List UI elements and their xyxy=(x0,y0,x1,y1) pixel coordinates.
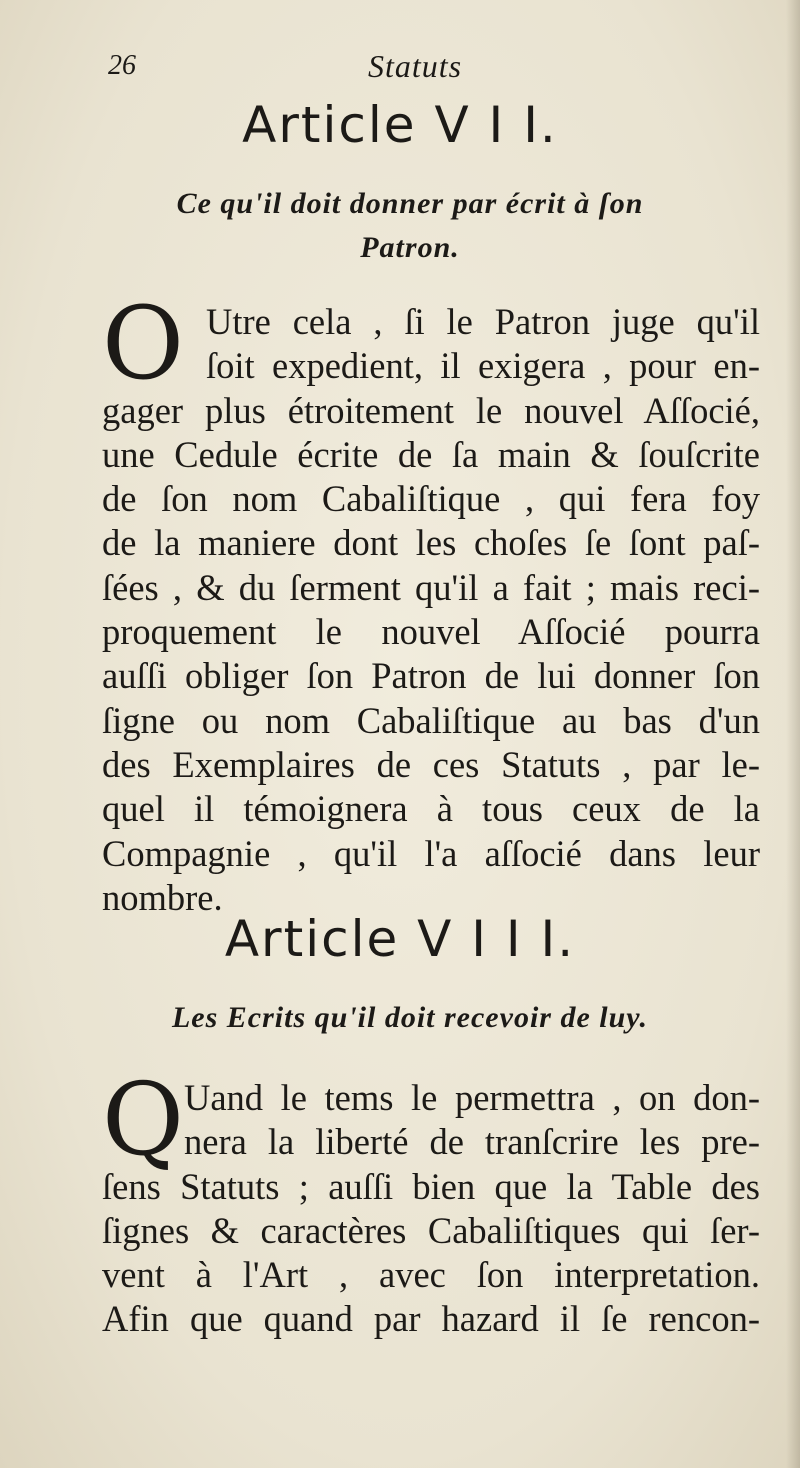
text-line: quel il témoignera à tous ceux de la xyxy=(102,788,760,830)
text-line: Uand le tems le permettra , on don- xyxy=(184,1077,760,1118)
text-line: ſigne ou nom Cabaliſtique au bas d'un xyxy=(102,699,760,741)
text-line: Afin que quand par hazard il ſe rencon- xyxy=(102,1298,760,1340)
subtitle-line: Les Ecrits qu'il doit recevoir de luy. xyxy=(171,1001,648,1034)
text-line: de la maniere dont les choſes ſe ſont paſ- xyxy=(102,522,760,564)
text-line: gager plus étroitement le nouvel Aſſocié, xyxy=(102,389,760,431)
page-number: 26 xyxy=(108,50,136,81)
article-8-drop-cap: Q xyxy=(102,1061,184,1178)
text-line: auſſi obliger ſon Patron de lui donner ſon xyxy=(102,655,760,697)
article-8-body xyxy=(102,1076,760,1342)
article-8-heading: Article V I I I. xyxy=(224,910,576,968)
article-7-drop-cap: O xyxy=(102,285,184,402)
article-7-body xyxy=(102,300,760,920)
text-line: vent à l'Art , avec ſon interpretation. xyxy=(102,1254,760,1296)
page-edge-shadow xyxy=(786,0,800,1468)
text-line: ſées , & du ſerment qu'il a fait ; mais reci- xyxy=(102,566,760,608)
text-line: des Exemplaires de ces Statuts , par le- xyxy=(102,743,760,785)
page-header xyxy=(108,44,708,94)
text-line: Utre cela , ſi le Patron juge qu'il xyxy=(206,301,760,342)
text-line: une Cedule écrite de ſa main & ſouſcrite xyxy=(102,433,760,475)
text-line: proquement le nouvel Aſſocié pourra xyxy=(102,611,760,653)
text-line: ſens Statuts ; auſſi bien que la Table des xyxy=(102,1165,760,1207)
text-line: ſoit expedient, il exigera , pour en- xyxy=(206,345,760,387)
article-7-heading: Article V I I. xyxy=(242,96,558,154)
text-line: ſignes & caractères Cabaliſtiques qui ſer- xyxy=(102,1209,760,1251)
text-line: nera la liberté de tranſcrire les pre- xyxy=(184,1121,760,1163)
text-line: de ſon nom Cabaliſtique , qui fera foy xyxy=(102,478,760,520)
running-head: Statuts xyxy=(368,48,463,84)
subtitle-line: Ce qu'il doit donner par écrit à ſon xyxy=(176,187,644,220)
subtitle-line: Patron. xyxy=(360,231,460,265)
text-line: nombre. xyxy=(102,876,223,918)
article-8-subtitle xyxy=(100,996,720,1040)
article-7-subtitle xyxy=(100,182,720,271)
text-line: Compagnie , qu'il l'a aſſocié dans leur xyxy=(102,832,760,874)
